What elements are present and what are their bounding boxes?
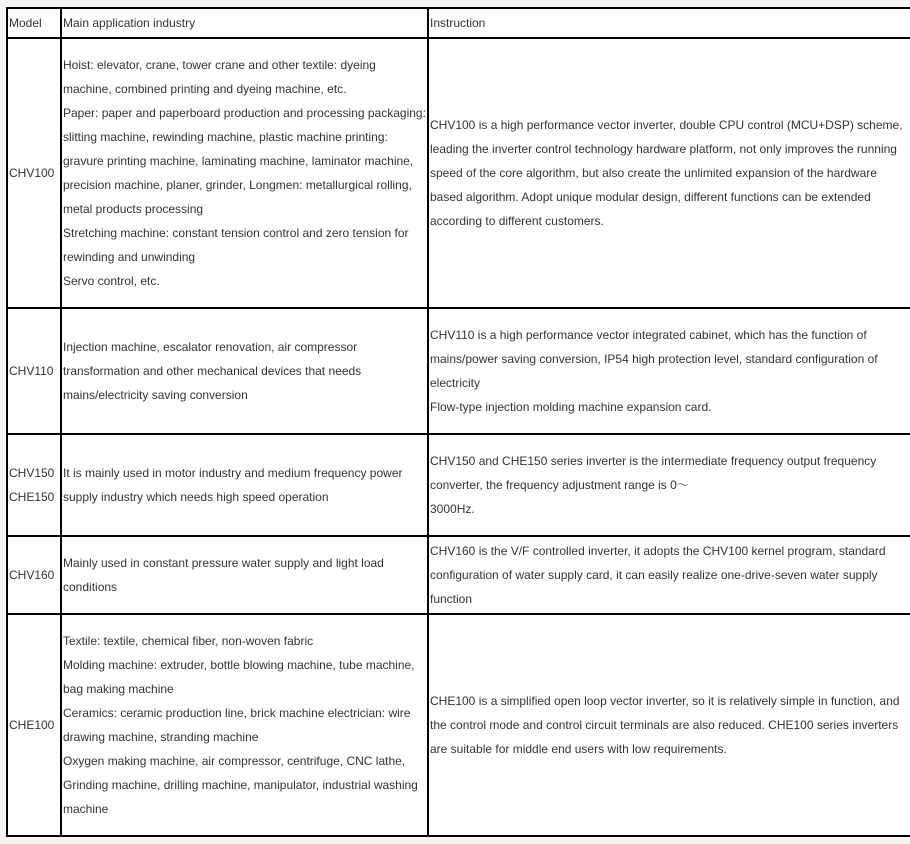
instruction-line: CHV100 is a high performance vector inverter, double CPU control (MCU+DSP) scheme, leading the inverter control technology hardware platform, not only improves the running speed of the core algorithm, but also create the unlimited expansion of the hardware based algorithm. Adopt unique modular design, different functions can be extended according to different customers. (430, 118, 903, 228)
industry-line: Mainly used in constant pressure water supply and light load conditions (63, 556, 384, 594)
table-row (7, 434, 910, 536)
model-cell (7, 38, 61, 308)
header-model: Model (7, 8, 61, 38)
table-row (7, 614, 910, 836)
model-name: CHV150 (9, 466, 55, 480)
instruction-line: 3000Hz. (430, 502, 475, 516)
instruction-line: CHV150 and CHE150 series inverter is the intermediate frequency output frequency converter, the frequency adjustment range is 0～ (430, 454, 877, 492)
instruction-line: CHV110 is a high performance vector integrated cabinet, which has the function of mains/power saving conversion, IP54 high protection level, standard configuration of electricity (430, 328, 878, 390)
instruction-cell (428, 434, 910, 536)
product-table (6, 7, 910, 837)
header-instruction: Instruction (428, 8, 910, 38)
header-row (7, 8, 910, 38)
content-area (6, 7, 910, 837)
model-name: CHV100 (9, 166, 55, 180)
header-industry: Main application industry (61, 8, 428, 38)
industry-line: Hoist: elevator, crane, tower crane and other textile: dyeing machine, combined printing and dyeing machine, etc. (63, 58, 376, 96)
industry-cell (61, 434, 428, 536)
instruction-line: CHV160 is the V/F controlled inverter, it adopts the CHV100 kernel program, standard configuration of water supply card, it can easily realize one-drive-seven water supply function (430, 544, 886, 606)
industry-line: Oxygen making machine, air compressor, centrifuge, CNC lathe, Grinding machine, drilling machine, manipulator, industrial washing machine (63, 754, 418, 816)
industry-line: Servo control, etc. (63, 274, 160, 288)
model-name: CHV110 (9, 364, 54, 378)
industry-line: Injection machine, escalator renovation, air compressor transformation and other mechanical devices that needs mains/electricity saving conversion (63, 340, 362, 402)
model-name: CHV160 (9, 568, 55, 582)
model-cell (7, 434, 61, 536)
instruction-cell (428, 614, 910, 836)
industry-cell (61, 614, 428, 836)
industry-line: Stretching machine: constant tension control and zero tension for rewinding and unwinding (63, 226, 409, 264)
industry-cell (61, 308, 428, 434)
model-cell (7, 536, 61, 614)
instruction-line: Flow-type injection molding machine expansion card. (430, 400, 712, 414)
industry-line: Paper: paper and paperboard production and processing packaging: slitting machine, rewinding machine, plastic machine printing: gravure printing machine, laminating machine, laminator machine, precision machine, planer, grinder, Longmen: metallurgical rolling, metal products processing (63, 106, 426, 216)
instruction-cell (428, 536, 910, 614)
model-cell (7, 308, 61, 434)
industry-line: Textile: textile, chemical fiber, non-woven fabric (63, 634, 314, 648)
table-row (7, 308, 910, 434)
table-row (7, 38, 910, 308)
instruction-cell (428, 38, 910, 308)
table-row (7, 536, 910, 614)
instruction-line: CHE100 is a simplified open loop vector inverter, so it is relatively simple in function, and the control mode and control circuit terminals are also reduced. CHE100 series inverters are suitable for middle end users with low requirements. (430, 694, 900, 756)
model-name: CHE150 (9, 490, 55, 504)
industry-cell (61, 536, 428, 614)
industry-line: Molding machine: extruder, bottle blowing machine, tube machine, bag making machine (63, 658, 415, 696)
industry-line: Ceramics: ceramic production line, brick machine electrician: wire drawing machine, stranding machine (63, 706, 411, 744)
model-name: CHE100 (9, 718, 55, 732)
instruction-cell (428, 308, 910, 434)
industry-line: It is mainly used in motor industry and medium frequency power supply industry which needs high speed operation (63, 466, 403, 504)
industry-cell (61, 38, 428, 308)
model-cell (7, 614, 61, 836)
